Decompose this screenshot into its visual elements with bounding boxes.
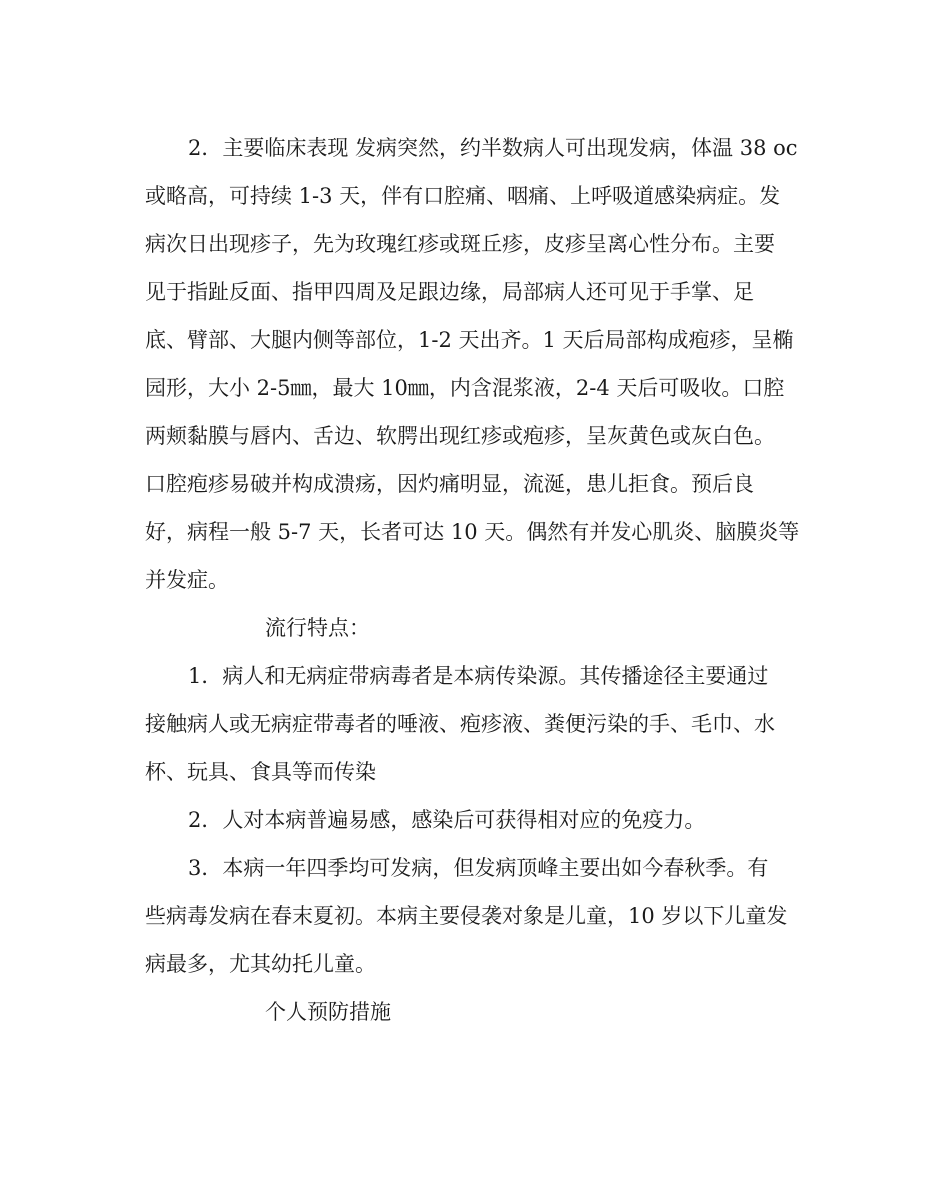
paragraph-line: 2．主要临床表现 发病突然，约半数病人可出现发病，体温 38 oc (188, 136, 798, 160)
paragraph-line: 好，病程一般 5-7 天，长者可达 10 天。偶然有并发心肌炎、脑膜炎等 (145, 520, 800, 544)
paragraph-line: 或略高，可持续 1-3 天，伴有口腔痛、咽痛、上呼吸道感染病症。发 (145, 184, 781, 208)
document-body (145, 124, 810, 1036)
paragraph-line: 两颊黏膜与唇内、舌边、软腭出现红疹或疱疹，呈灰黄色或灰白色。 (145, 424, 775, 448)
paragraph-line: 底、臂部、大腿内侧等部位，1-2 天出齐。1 天后局部构成疱疹，呈椭 (145, 328, 794, 352)
paragraph-line: 园形，大小 2-5㎜，最大 10㎜，内含混浆液，2-4 天后可吸收。口腔 (145, 376, 785, 400)
paragraph-line: 2．人对本病普遍易感，感染后可获得相对应的免疫力。 (188, 808, 706, 832)
paragraph-line: 1．病人和无病症带病毒者是本病传染源。其传播途径主要通过 (188, 664, 769, 688)
paragraph-line: 病最多，尤其幼托儿童。 (145, 952, 376, 976)
paragraph-line: 3．本病一年四季均可发病，但发病顶峰主要出如今春秋季。有 (188, 856, 769, 880)
paragraph-line: 些病毒发病在春末夏初。本病主要侵袭对象是儿童，10 岁以下儿童发 (145, 904, 788, 928)
paragraph-line: 见于指趾反面、指甲四周及足跟边缘，局部病人还可见于手掌、足 (145, 280, 754, 304)
paragraph-line: 病次日出现疹子，先为玫瑰红疹或斑丘疹，皮疹呈离心性分布。主要 (145, 232, 775, 256)
paragraph-line: 口腔疱疹易破并构成溃疡，因灼痛明显，流涎，患儿拒食。预后良 (145, 472, 754, 496)
paragraph-line: 接触病人或无病症带毒者的唾液、疱疹液、粪便污染的手、毛巾、水 (145, 712, 775, 736)
section-heading: 个人预防措施 (265, 1000, 391, 1024)
section-heading: 流行特点： (265, 616, 370, 640)
paragraph-line: 杯、玩具、食具等而传染 (145, 760, 376, 784)
paragraph-line: 并发症。 (145, 568, 229, 592)
